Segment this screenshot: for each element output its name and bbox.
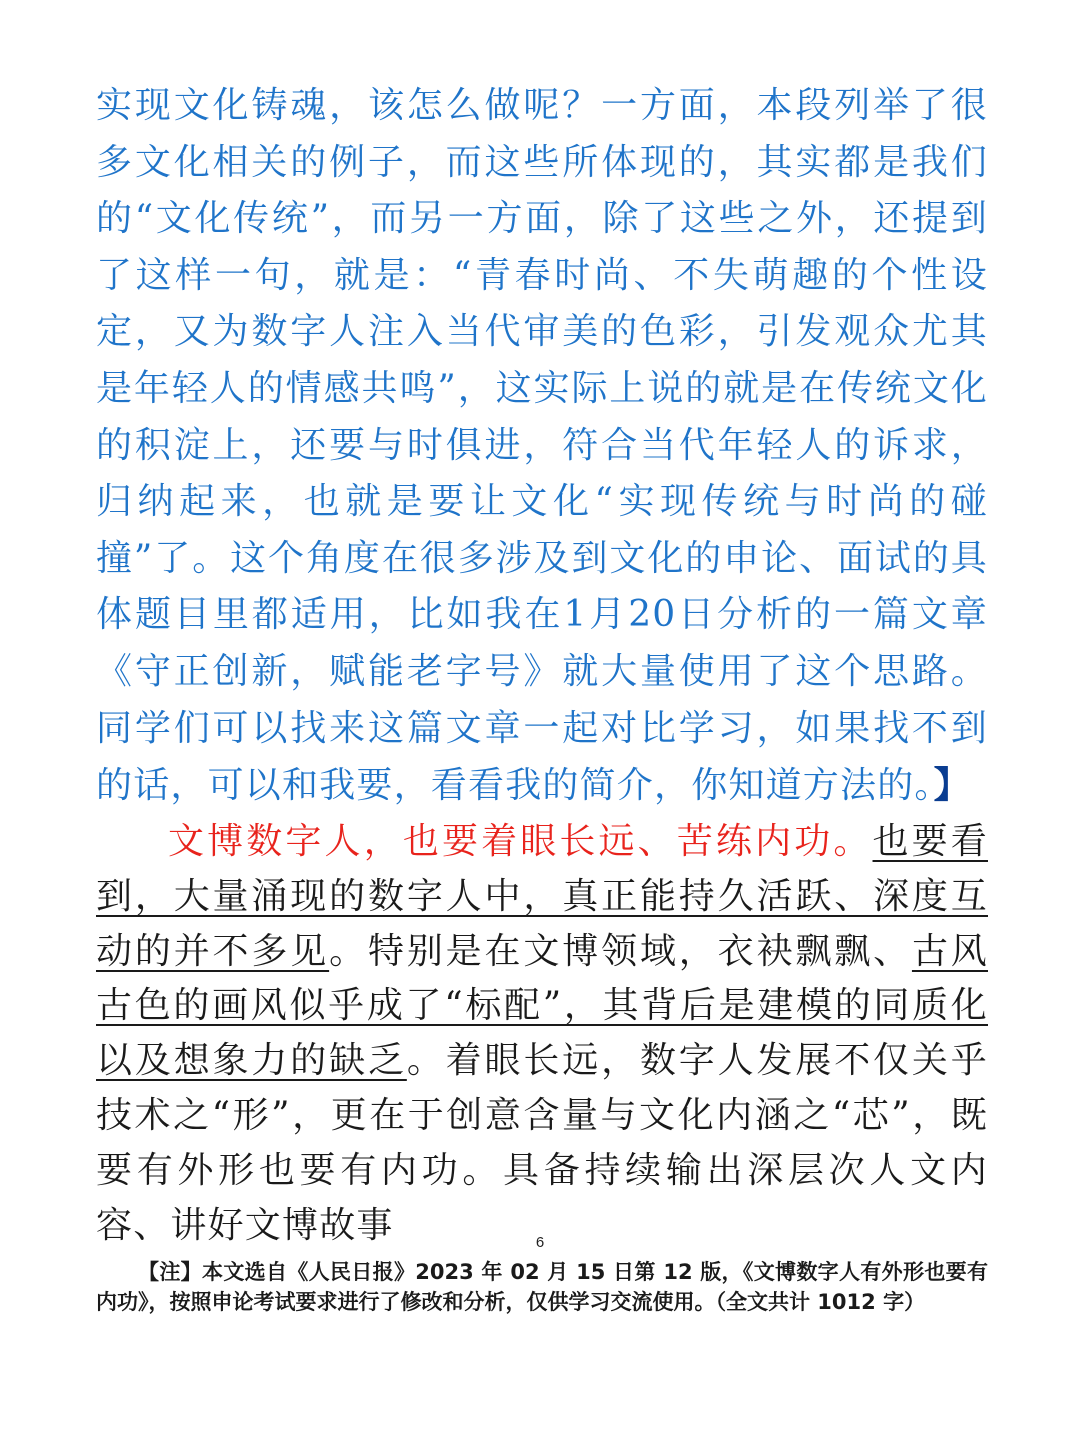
page-number: 6 (535, 1234, 545, 1251)
source-footnote: 【注】本文选自《人民日报》2023 年 02 月 15 日第 12 版，《文博数字人有外形也要有内功》，按照申论考试要求进行了修改和分析，仅供学习交流使用。（全文共计 1012 字） (96, 1260, 988, 1314)
analysis-paragraph (96, 78, 988, 815)
paragraph-heading: 文博数字人，也要着眼长远、苦练内功。 (168, 821, 873, 862)
body-text: 。着眼长远，数字人发展不仅关乎技术之“形”，更在于创意含量与文化内涵之“芯”，既要有外形也要有内功。具备持续输出深层次人文内容、讲好文博故事 (96, 1040, 988, 1246)
underlined-sentence: 古风古色的画风似乎成了“标配”，其背后是建模的同质化以及想象力的缺乏 (96, 930, 988, 1082)
closing-bracket: 】 (933, 764, 971, 807)
underlined-sentence: 也要看到，大量涌现的数字人中，真正能持久活跃、深度互动的并不多见 (96, 821, 988, 972)
body-text: 。特别是在文博领域，衣袂飘飘、 (329, 930, 912, 972)
article-paragraph (96, 815, 988, 1253)
analysis-text: 实现文化铸魂，该怎么做呢？一方面，本段列举了很多文化相关的例子，而这些所体现的，其实都是我们的“文化传统”，而另一方面，除了这些之外，还提到了这样一句，就是：“青春时尚、不失萌趣的个性设定，又为数字人注入当代审美的色彩，引发观众尤其是年轻人的情感共鸣”，这实际上说的就是在传统文化的积淀上，还要与时俱进，符合当代年轻人的诉求，归纳起来，也就是要让文化“实现传统与时尚的碰撞”了。这个角度在很多涉及到文化的申论、面试的具体题目里都适用，比如我在1月20日分析的一篇文章《守正创新，赋能老字号》就大量使用了这个思路。同学们可以找来这篇文章一起对比学习，如果找不到的话，可以和我要，看看我的简介，你知道方法的。 (96, 85, 988, 807)
